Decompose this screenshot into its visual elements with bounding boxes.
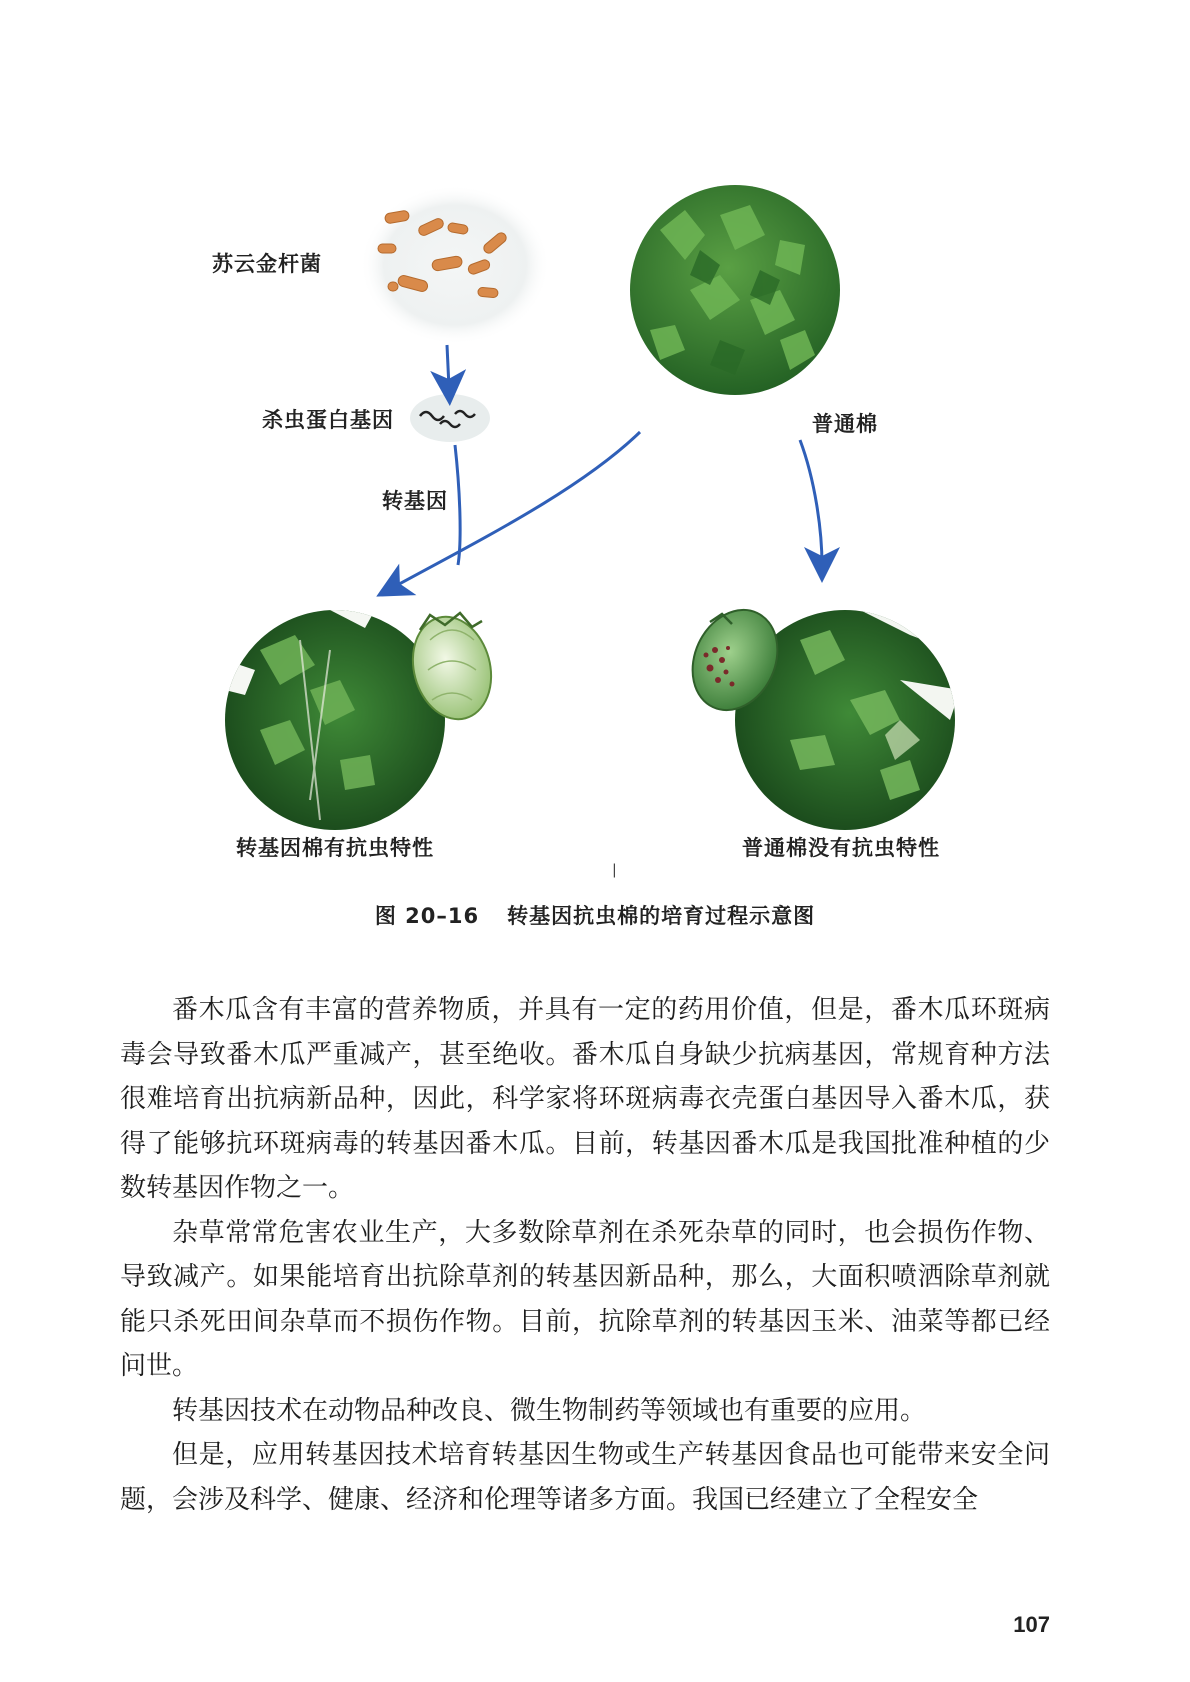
paragraph: 杂草常常危害农业生产，大多数除草剂在杀死杂草的同时，也会损伤作物、导致减产。如果能培育出抗除草剂的转基因新品种，那么，大面积喷洒除草剂就能只杀死田间杂草而不损伤作物。目前，抗除草剂的转基因玉米、油菜等都已经问世。	[120, 1217, 1050, 1381]
normal-cotton-photo	[620, 180, 860, 400]
paragraph: 转基因技术在动物品种改良、微生物制药等领域也有重要的应用。	[172, 1395, 927, 1426]
label-transgenic-result: 转基因棉有抗虫特性	[236, 835, 434, 860]
body-text	[120, 988, 1050, 1522]
arrow-cotton-to-normal	[800, 440, 822, 565]
label-transgenic-step: 转基因	[382, 488, 448, 513]
stray-mark: |	[612, 862, 617, 878]
label-normal-cotton: 普通棉	[812, 411, 878, 436]
label-bacteria: 苏云金杆菌	[212, 251, 322, 276]
arrow-gene-down	[455, 445, 460, 565]
figure-caption	[0, 900, 1190, 930]
gene-bubble	[410, 394, 490, 442]
label-protein-gene: 杀虫蛋白基因	[262, 407, 394, 432]
figure-number: 图 20–16	[374, 904, 480, 928]
arrow-bacteria-to-gene	[447, 345, 449, 388]
paragraph: 番木瓜含有丰富的营养物质，并具有一定的药用价值，但是，番木瓜环斑病毒会导致番木瓜严重减产，甚至绝收。番木瓜自身缺少抗病基因，常规育种方法很难培育出抗病新品种，因此，科学家将环斑病毒衣壳蛋白基因导入番木瓜，获得了能够抗环斑病毒的转基因番木瓜。目前，转基因番木瓜是我国批准种植的少数转基因作物之一。	[120, 995, 1050, 1203]
figure-title: 转基因抗虫棉的培育过程示意图	[507, 903, 816, 928]
label-normal-result: 普通棉没有抗虫特性	[742, 835, 940, 860]
paragraph: 但是，应用转基因技术培育转基因生物或生产转基因食品也可能带来安全问题，会涉及科学、健康、经济和伦理等诸多方面。我国已经建立了全程安全	[120, 1440, 1050, 1515]
page-number: 107	[1013, 1612, 1050, 1637]
